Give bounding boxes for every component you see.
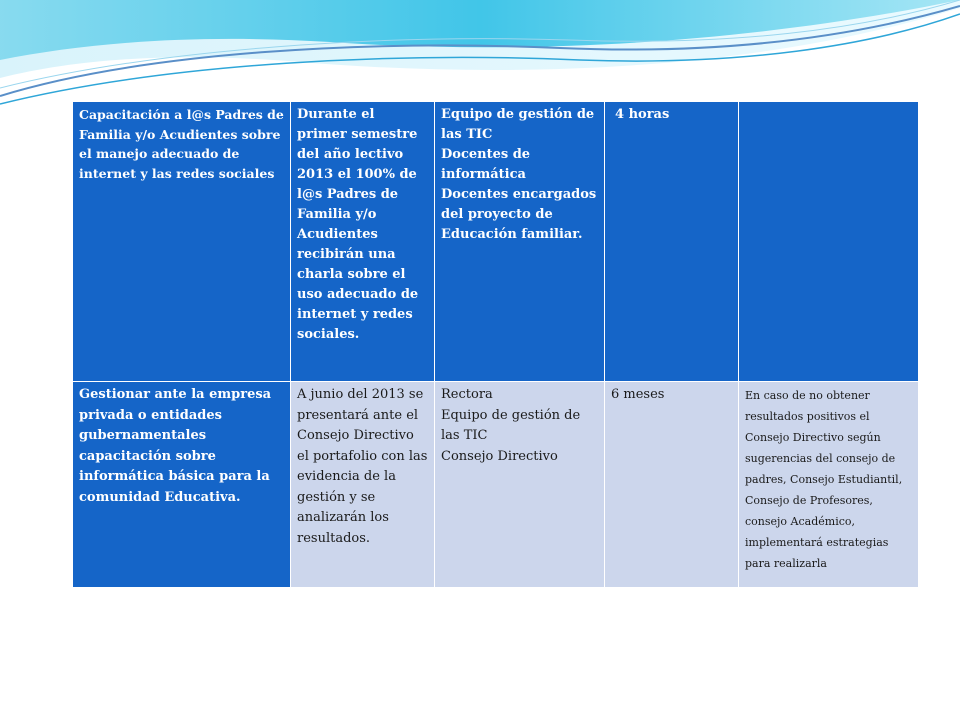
responsible-cell — [435, 102, 605, 382]
table-row — [73, 102, 919, 382]
action-plan-table — [72, 101, 919, 588]
responsible-item: Consejo Directivo — [441, 448, 558, 464]
responsible-item: Rectora — [441, 387, 493, 402]
duration-cell: 4 horas — [605, 102, 739, 382]
table-row — [73, 382, 919, 588]
activity-cell: Capacitación a l@s Padres de Familia y/o Acudientes sobre el manejo adecuado de internet y las redes sociales — [73, 102, 291, 382]
responsible-item: Docentes de informática — [441, 147, 531, 182]
duration-cell: 6 meses — [605, 382, 739, 588]
responsible-item: Docentes encargados del proyecto de Educación familiar. — [441, 187, 597, 242]
responsible-cell — [435, 382, 605, 588]
notes-cell: En caso de no obtener resultados positivos el Consejo Directivo según sugerencias del consejo de padres, Consejo Estudiantil, Consejo de Profesores, consejo Académico, implementará estrategias para realizarla — [739, 382, 919, 588]
goal-cell: Durante el primer semestre del año lectivo 2013 el 100% de l@s Padres de Familia y/o Acudientes recibirán una charla sobre el uso adecuado de internet y redes sociales. — [291, 102, 435, 382]
activity-cell: Gestionar ante la empresa privada o entidades gubernamentales capacitación sobre informática básica para la comunidad Educativa. — [73, 382, 291, 588]
responsible-item: Equipo de gestión de las TIC — [441, 107, 595, 142]
decorative-wave-banner — [0, 0, 960, 110]
notes-cell — [739, 102, 919, 382]
responsible-item: Equipo de gestión de las TIC — [441, 407, 581, 443]
goal-cell: A junio del 2013 se presentará ante el Consejo Directivo el portafolio con las evidencia de la gestión y se analizarán los resultados. — [291, 382, 435, 588]
